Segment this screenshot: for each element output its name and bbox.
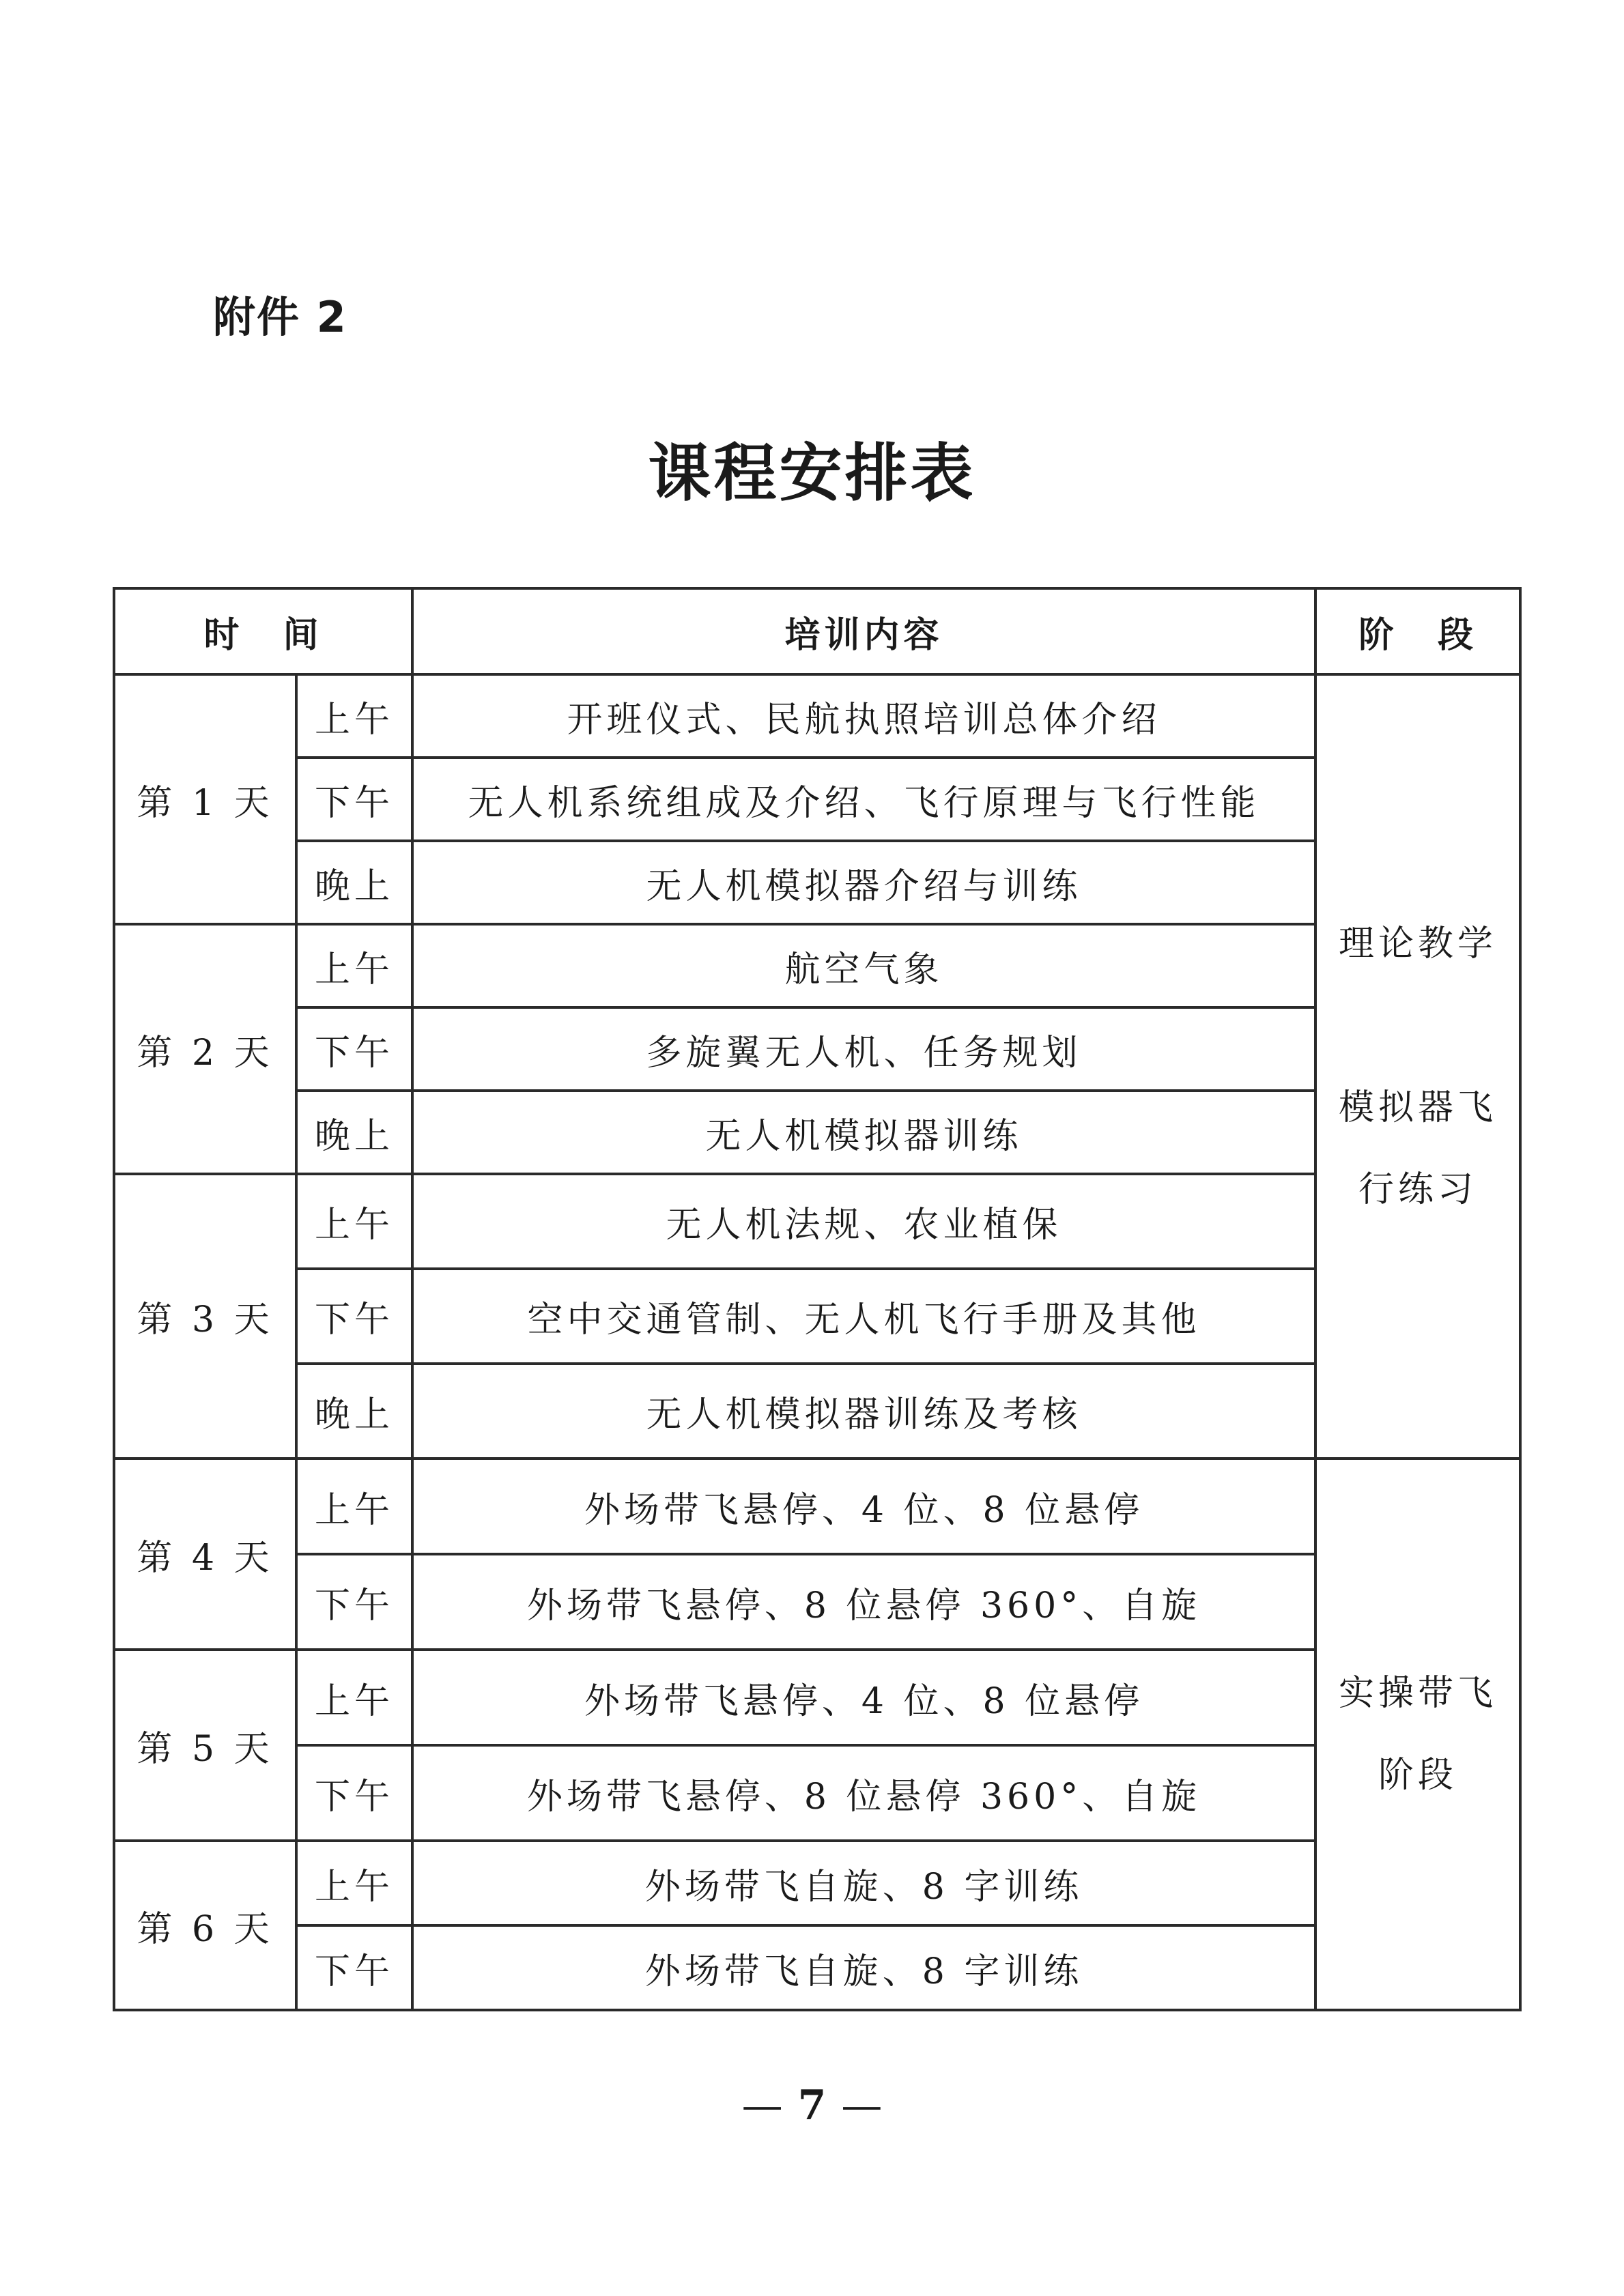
period-cell: 上午 <box>296 674 412 758</box>
stage-line: 实操带飞 <box>1339 1673 1498 1714</box>
table-row <box>114 1459 1520 1554</box>
period-cell: 晚上 <box>296 1091 412 1174</box>
table-row <box>114 1091 1520 1174</box>
period-cell: 上午 <box>296 1174 412 1269</box>
day-label: 第 1 天 <box>114 674 296 924</box>
table-row <box>114 1841 1520 1925</box>
day-label: 第 6 天 <box>114 1841 296 2010</box>
content-cell: 无人机模拟器训练 <box>412 1091 1315 1174</box>
content-cell: 无人机模拟器介绍与训练 <box>412 841 1315 924</box>
period-cell: 下午 <box>296 758 412 841</box>
table-row <box>114 1554 1520 1650</box>
period-cell: 上午 <box>296 1650 412 1745</box>
table-row <box>114 1745 1520 1841</box>
page-dash-left: — <box>741 2082 783 2129</box>
content-cell: 外场带飞悬停、4 位、8 位悬停 <box>412 1459 1315 1554</box>
content-cell: 无人机法规、农业植保 <box>412 1174 1315 1269</box>
content-cell: 外场带飞悬停、4 位、8 位悬停 <box>412 1650 1315 1745</box>
stage-theory <box>1315 674 1520 1459</box>
table-row <box>114 1007 1520 1091</box>
stage-line: 行练习 <box>1358 1168 1478 1210</box>
content-cell: 开班仪式、民航执照培训总体介绍 <box>412 674 1315 758</box>
period-cell: 下午 <box>296 1554 412 1650</box>
content-cell: 多旋翼无人机、任务规划 <box>412 1007 1315 1091</box>
table-row <box>114 924 1520 1007</box>
period-cell: 上午 <box>296 1459 412 1554</box>
page-number <box>0 2082 1624 2129</box>
header-stage: 阶 段 <box>1315 588 1520 674</box>
content-cell: 航空气象 <box>412 924 1315 1007</box>
stage-line: 阶段 <box>1378 1755 1458 1796</box>
header-content: 培训内容 <box>412 588 1315 674</box>
table-row <box>114 1925 1520 2010</box>
schedule-table <box>113 587 1522 2011</box>
attachment-label: 附件 2 <box>213 292 347 342</box>
table-row <box>114 1650 1520 1745</box>
period-cell: 晚上 <box>296 1364 412 1459</box>
page-dash-right: — <box>841 2082 883 2129</box>
period-cell: 下午 <box>296 1745 412 1841</box>
day-label: 第 4 天 <box>114 1459 296 1650</box>
table-row <box>114 1364 1520 1459</box>
table-row <box>114 1269 1520 1364</box>
period-cell: 下午 <box>296 1925 412 2010</box>
period-cell: 下午 <box>296 1007 412 1091</box>
day-label: 第 3 天 <box>114 1174 296 1459</box>
period-cell: 上午 <box>296 924 412 1007</box>
table-row <box>114 841 1520 924</box>
content-cell: 无人机模拟器训练及考核 <box>412 1364 1315 1459</box>
page-number-value: 7 <box>797 2082 827 2129</box>
content-cell: 外场带飞悬停、8 位悬停 360°、自旋 <box>412 1745 1315 1841</box>
period-cell: 晚上 <box>296 841 412 924</box>
content-cell: 无人机系统组成及介绍、飞行原理与飞行性能 <box>412 758 1315 841</box>
day-label: 第 2 天 <box>114 924 296 1174</box>
period-cell: 上午 <box>296 1841 412 1925</box>
document-title: 课程安排表 <box>648 437 976 510</box>
content-cell: 空中交通管制、无人机飞行手册及其他 <box>412 1269 1315 1364</box>
stage-practical <box>1315 1459 1520 2010</box>
content-cell: 外场带飞悬停、8 位悬停 360°、自旋 <box>412 1554 1315 1650</box>
stage-line-blank <box>1317 985 1519 1067</box>
table-row <box>114 1174 1520 1269</box>
table-row <box>114 758 1520 841</box>
period-cell: 下午 <box>296 1269 412 1364</box>
stage-line: 模拟器飞 <box>1339 1087 1498 1128</box>
stage-line: 理论教学 <box>1339 923 1498 964</box>
table-row <box>114 674 1520 758</box>
header-row <box>114 588 1520 674</box>
content-cell: 外场带飞自旋、8 字训练 <box>412 1925 1315 2010</box>
header-time: 时 间 <box>114 588 412 674</box>
day-label: 第 5 天 <box>114 1650 296 1841</box>
content-cell: 外场带飞自旋、8 字训练 <box>412 1841 1315 1925</box>
